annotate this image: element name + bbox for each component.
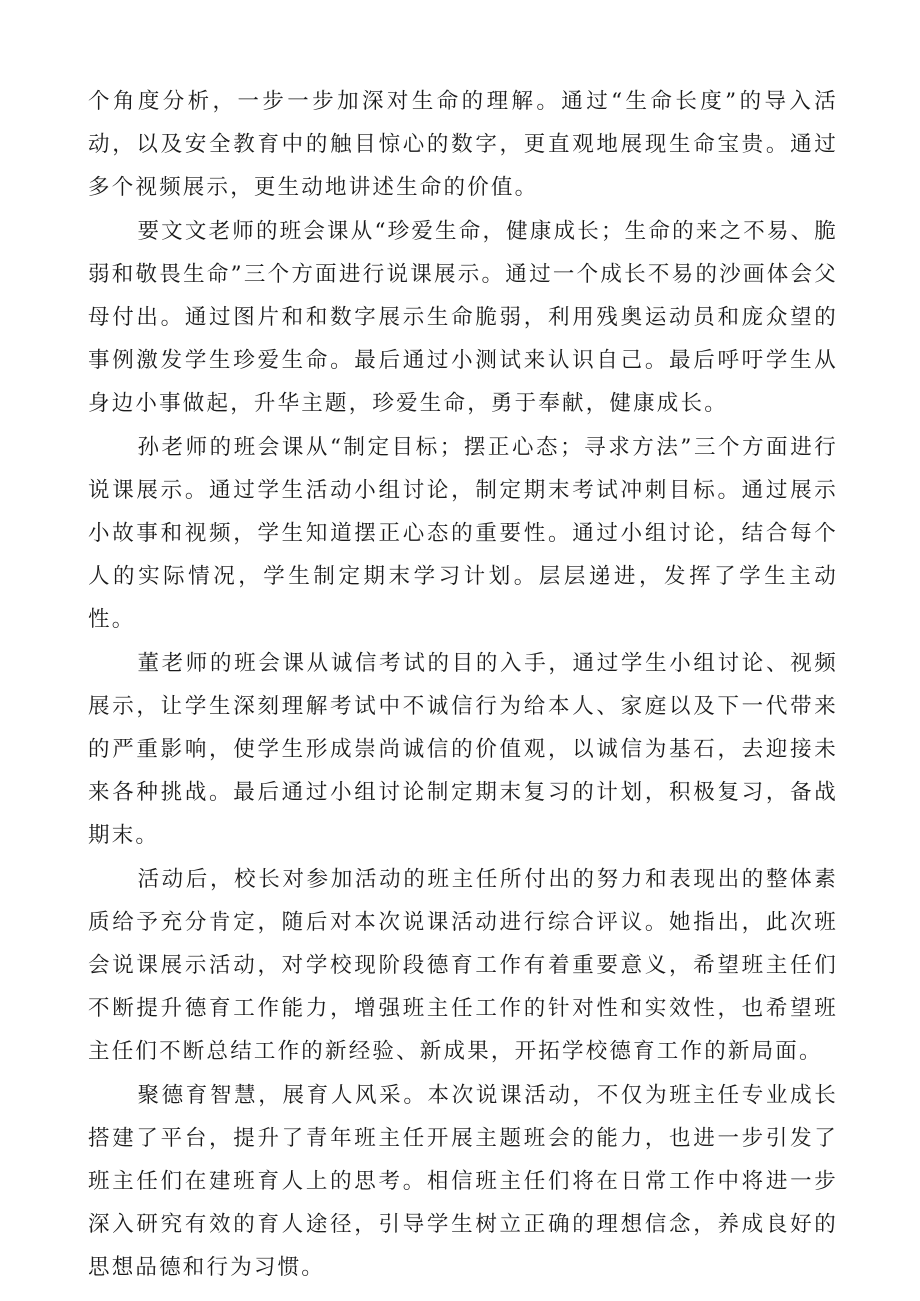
paragraph-principal-review: 活动后，校长对参加活动的班主任所付出的努力和表现出的整体素质给予充分肯定，随后对本次说课活动进行综合评议。她指出，此次班会说课展示活动，对学校现阶段德育工作有着重要意义，希望班主任们不断提升德育工作能力，增强班主任工作的针对性和实效性，也希望班主任们不断总结工作的新经验、新成果，开拓学校德育工作的新局面。 <box>88 866 838 1065</box>
paragraph-teacher-sun: 孙老师的班会课从“制定目标；摆正心态；寻求方法”三个方面进行说课展示。通过学生活动小组讨论，制定期末考试冲刺目标。通过展示小故事和视频，学生知道摆正心态的重要性。通过小组讨论，结合每个人的实际情况，学生制定期末学习计划。层层递进，发挥了学生主动性。 <box>88 434 838 633</box>
paragraph-continued: 个角度分析，一步一步加深对生命的理解。通过“生命长度”的导入活动，以及安全教育中的触目惊心的数字，更直观地展现生命宝贵。通过多个视频展示，更生动地讲述生命的价值。 <box>88 89 838 201</box>
paragraph-teacher-dong: 董老师的班会课从诚信考试的目的入手，通过学生小组讨论、视频展示，让学生深刻理解考试中不诚信行为给本人、家庭以及下一代带来的严重影响，使学生形成崇尚诚信的价值观，以诚信为基石，去迎接未来各种挑战。最后通过小组讨论制定期末复习的计划，积极复习，备战期末。 <box>88 650 838 849</box>
paragraph-teacher-yao: 要文文老师的班会课从“珍爱生命，健康成长；生命的来之不易、脆弱和敬畏生命”三个方面进行说课展示。通过一个成长不易的沙画体会父母付出。通过图片和和数字展示生命脆弱，利用残奥运动员和庞众望的事例激发学生珍爱生命。最后通过小测试来认识自己。最后呼吁学生从身边小事做起，升华主题，珍爱生命，勇于奉献，健康成长。 <box>88 218 838 417</box>
document-body <box>88 80 838 1290</box>
paragraph-conclusion: 聚德育智慧，展育人风采。本次说课活动，不仅为班主任专业成长搭建了平台，提升了青年班主任开展主题班会的能力，也进一步引发了班主任们在建班育人上的思考。相信班主任们将在日常工作中将进一步深入研究有效的育人途径，引导学生树立正确的理想信念，养成良好的思想品德和行为习惯。 <box>88 1082 838 1281</box>
